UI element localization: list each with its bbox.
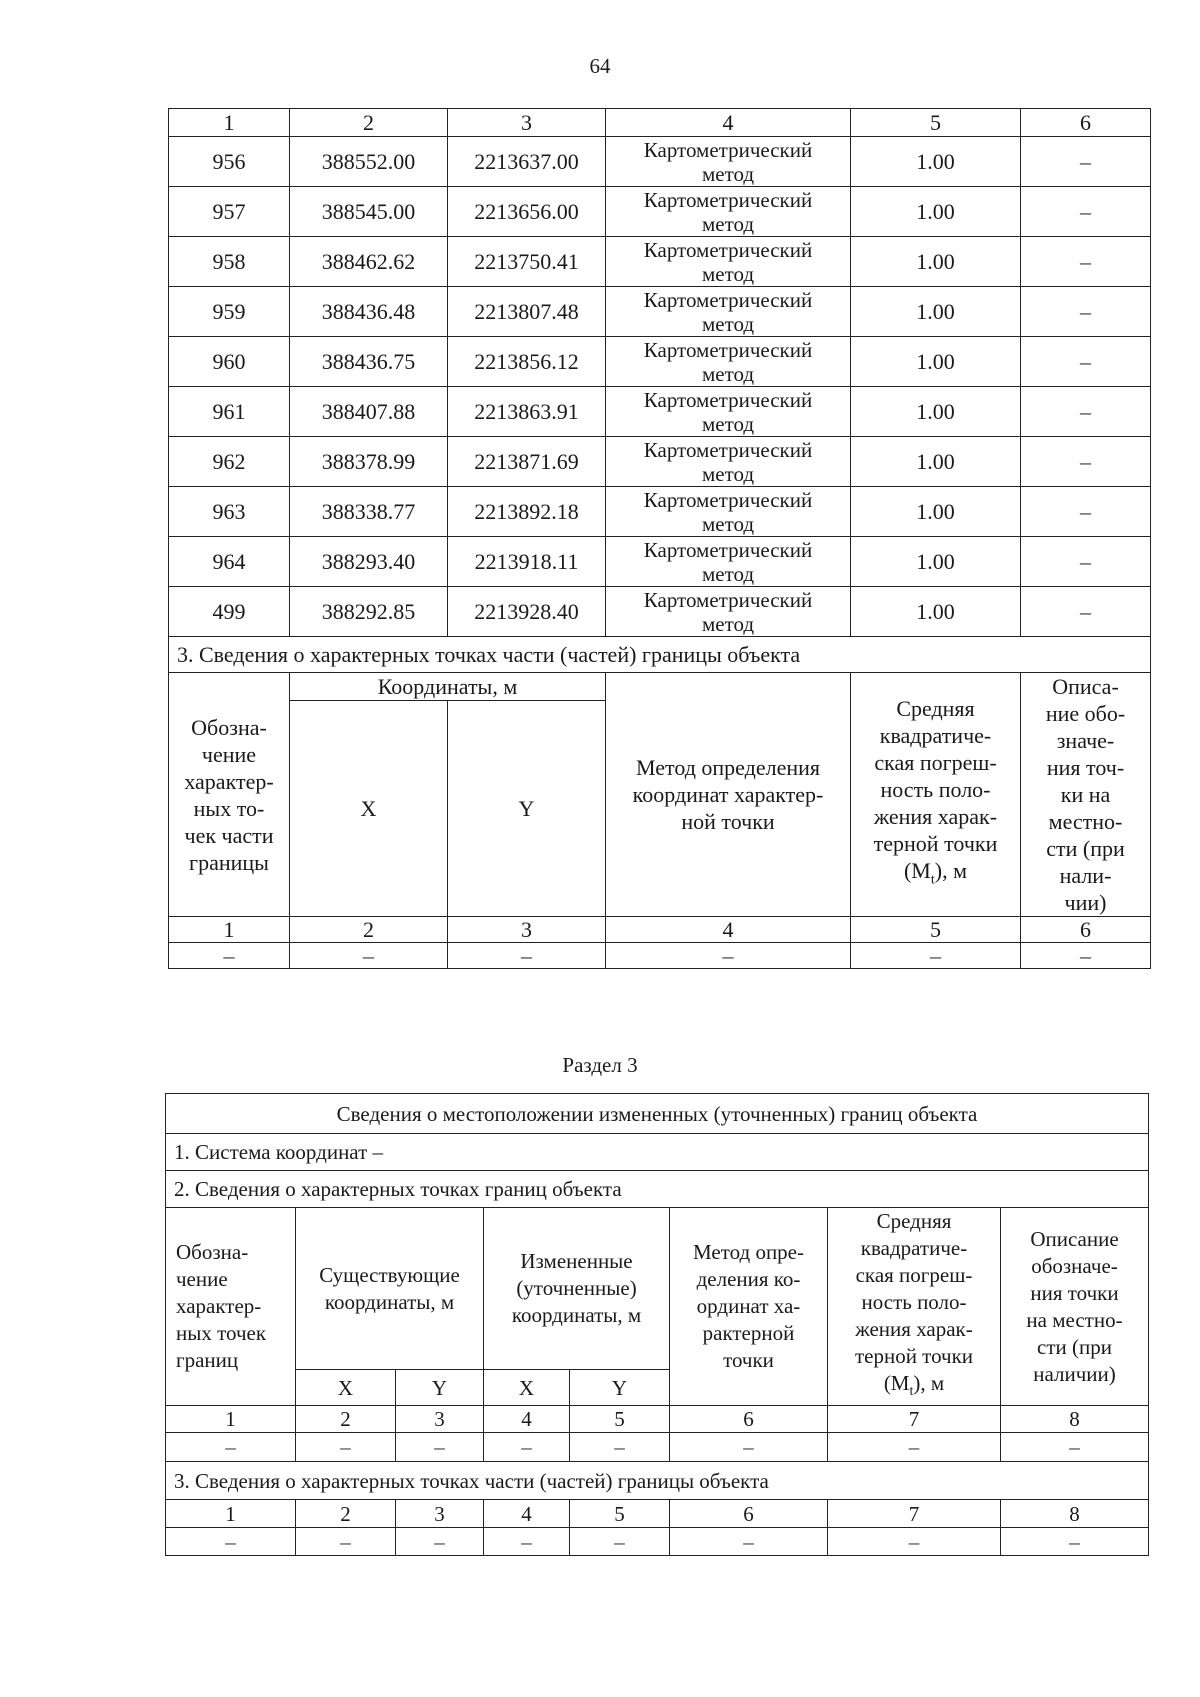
cell-line: Описание [1030, 1226, 1119, 1251]
method-header [670, 1208, 828, 1406]
column-number: 4 [484, 1406, 570, 1433]
column-number: 2 [290, 109, 448, 137]
empty-cell: – [570, 1528, 670, 1556]
table-title-row [166, 1094, 1149, 1134]
mean-square-error: 1.00 [851, 537, 1021, 587]
cell-line: местно- [1048, 809, 1123, 834]
cell-line: ская погреш- [855, 1263, 973, 1287]
column-number: 1 [169, 917, 290, 943]
cell-line: ность поло- [880, 777, 991, 803]
cell-line: сти (при [1046, 836, 1125, 861]
x-existing-header: X [296, 1370, 396, 1406]
cell-line: характер- [176, 1294, 262, 1319]
column-number: 5 [570, 1500, 670, 1528]
cell-line: ки на [1060, 782, 1111, 807]
table-row [169, 387, 1151, 437]
method-cell [606, 537, 851, 587]
x-coordinate: 388293.40 [290, 537, 448, 587]
point-id: 499 [169, 587, 290, 637]
cell-line: (уточненные) [516, 1276, 637, 1301]
empty-cell: – [166, 1433, 296, 1462]
coordinates-header: Координаты, м [290, 673, 606, 701]
column-number: 5 [851, 109, 1021, 137]
point-id: 962 [169, 437, 290, 487]
cell-line: Существующие [319, 1262, 460, 1287]
method-line: Картометрический [643, 587, 813, 612]
cell-line: Метод определения [635, 755, 821, 780]
y-coordinate: 2213637.00 [448, 137, 606, 187]
column-number: 2 [290, 917, 448, 943]
cell-line: жения харак- [855, 1317, 973, 1341]
empty-cell: – [484, 1528, 570, 1556]
cell-line: Обозна- [176, 1240, 249, 1265]
column-number: 3 [396, 1406, 484, 1433]
cell-line: жения харак- [873, 804, 998, 830]
x-coordinate: 388436.48 [290, 287, 448, 337]
table-title: Сведения о местоположении измененных (уточненных) границ объекта [166, 1094, 1149, 1134]
cell-line: ния точ- [1046, 755, 1125, 780]
method-line: метод [701, 411, 755, 436]
description-header [1021, 673, 1151, 917]
error-header [828, 1208, 1001, 1406]
y-existing-header: Y [396, 1370, 484, 1406]
method-cell [606, 487, 851, 537]
empty-cell: – [484, 1433, 570, 1462]
column-number: 5 [570, 1406, 670, 1433]
designation-header [166, 1208, 296, 1406]
error-header [851, 673, 1021, 917]
empty-cell: – [169, 943, 290, 969]
table-row [169, 437, 1151, 487]
empty-cell: – [1021, 943, 1151, 969]
column-number: 8 [1001, 1406, 1149, 1433]
cell-line: ординат ха- [696, 1294, 801, 1319]
changed-coords-header [484, 1208, 670, 1370]
points-title: 2. Сведения о характерных точках границ объекта [166, 1171, 1149, 1208]
cell-line: ных то- [193, 795, 265, 821]
x-coordinate: 388462.62 [290, 237, 448, 287]
mean-square-error: 1.00 [851, 337, 1021, 387]
column-number: 3 [396, 1500, 484, 1528]
empty-row [166, 1528, 1149, 1556]
subscript: t [909, 1384, 914, 1400]
method-line: Картометрический [643, 287, 813, 312]
designation-header [169, 673, 290, 917]
point-id: 957 [169, 187, 290, 237]
point-description: – [1021, 537, 1151, 587]
cell-line: чение [176, 1267, 228, 1292]
method-cell [606, 587, 851, 637]
empty-row [166, 1433, 1149, 1462]
cell-line: Средняя [896, 696, 975, 722]
cell-line: наличии) [1033, 1361, 1116, 1386]
empty-cell: – [1001, 1528, 1149, 1556]
x-header: X [290, 701, 448, 917]
empty-cell: – [828, 1433, 1001, 1462]
number-row [166, 1406, 1149, 1433]
empty-cell: – [670, 1528, 828, 1556]
empty-cell: – [396, 1528, 484, 1556]
point-id: 961 [169, 387, 290, 437]
y-header: Y [448, 701, 606, 917]
method-line: Картометрический [643, 387, 813, 412]
column-number: 7 [828, 1500, 1001, 1528]
column-number: 6 [1021, 109, 1151, 137]
part-section-title: 3. Сведения о характерных точках части (частей) границы объекта [166, 1462, 1149, 1500]
method-line: метод [701, 361, 755, 386]
column-number: 1 [166, 1500, 296, 1528]
y-changed-header: Y [570, 1370, 670, 1406]
method-line: метод [701, 461, 755, 486]
empty-cell: – [166, 1528, 296, 1556]
column-number: 2 [296, 1500, 396, 1528]
x-coordinate: 388378.99 [290, 437, 448, 487]
cell-line: квадратиче- [860, 1236, 968, 1260]
point-description: – [1021, 487, 1151, 537]
empty-cell: – [1001, 1433, 1149, 1462]
cell-line: Метод опре- [693, 1240, 804, 1265]
point-description: – [1021, 287, 1151, 337]
point-description: – [1021, 437, 1151, 487]
coord-system: 1. Система координат – [166, 1134, 1149, 1171]
x-coordinate: 388338.77 [290, 487, 448, 537]
cell-line: обозначе- [1031, 1253, 1118, 1278]
point-id: 956 [169, 137, 290, 187]
empty-cell: – [290, 943, 448, 969]
empty-row [169, 943, 1151, 969]
cell-line: сти (при [1037, 1334, 1112, 1359]
cell-line: ния точки [1030, 1280, 1119, 1305]
x-changed-header: X [484, 1370, 570, 1406]
method-cell [606, 337, 851, 387]
x-coordinate: 388436.75 [290, 337, 448, 387]
table-row [169, 537, 1151, 587]
cell-line: рактерной [702, 1321, 795, 1346]
column-number: 6 [670, 1406, 828, 1433]
part-header-row [169, 673, 1151, 701]
point-id: 963 [169, 487, 290, 537]
x-coordinate: 388552.00 [290, 137, 448, 187]
mean-square-error: 1.00 [851, 587, 1021, 637]
method-line: метод [701, 511, 755, 536]
empty-cell: – [670, 1433, 828, 1462]
points-title-row [166, 1171, 1149, 1208]
table-row [169, 587, 1151, 637]
cell-line: координаты, м [324, 1289, 455, 1314]
y-coordinate: 2213856.12 [448, 337, 606, 387]
point-description: – [1021, 387, 1151, 437]
point-id: 958 [169, 237, 290, 287]
empty-cell: – [828, 1528, 1001, 1556]
y-coordinate: 2213918.11 [448, 537, 606, 587]
cell-line: квадратиче- [879, 723, 992, 749]
y-coordinate: 2213892.18 [448, 487, 606, 537]
cell-line: координаты, м [511, 1303, 642, 1328]
mean-square-error: 1.00 [851, 387, 1021, 437]
cell-line: чек части [184, 822, 274, 848]
empty-cell: – [448, 943, 606, 969]
existing-coords-header [296, 1208, 484, 1370]
column-number: 3 [448, 917, 606, 943]
cell-line: чии) [1064, 890, 1107, 915]
y-coordinate: 2213807.48 [448, 287, 606, 337]
cell-line: терной точки [873, 831, 998, 857]
coord-system-row [166, 1134, 1149, 1171]
empty-cell: – [296, 1528, 396, 1556]
y-coordinate: 2213871.69 [448, 437, 606, 487]
empty-cell: – [396, 1433, 484, 1462]
method-cell [606, 237, 851, 287]
cell-line: деления ко- [696, 1267, 801, 1292]
part-section-title: 3. Сведения о характерных точках части (частей) границы объекта [169, 637, 1151, 673]
part-number-row [169, 917, 1151, 943]
cell-line: ), м [934, 858, 968, 884]
cell-line: ных точек [176, 1321, 267, 1346]
page-number: 64 [589, 54, 611, 78]
cell-line: ская погреш- [874, 750, 997, 776]
cell-line: Обозна- [191, 714, 267, 740]
part-title-row [169, 637, 1151, 673]
point-description: – [1021, 587, 1151, 637]
table-row [169, 187, 1151, 237]
description-header [1001, 1208, 1149, 1406]
point-description: – [1021, 337, 1151, 387]
cell-line: терной точки [854, 1344, 974, 1368]
column-number: 6 [670, 1500, 828, 1528]
method-line: метод [701, 561, 755, 586]
cell-line: границы [189, 849, 269, 875]
header-row [166, 1208, 1149, 1370]
point-id: 959 [169, 287, 290, 337]
column-number: 5 [851, 917, 1021, 943]
y-coordinate: 2213928.40 [448, 587, 606, 637]
method-cell [606, 387, 851, 437]
mean-square-error: 1.00 [851, 437, 1021, 487]
cell-line: чение [201, 741, 257, 767]
cell-line: границ [176, 1348, 239, 1373]
x-coordinate: 388292.85 [290, 587, 448, 637]
table-row [169, 337, 1151, 387]
column-number: 2 [296, 1406, 396, 1433]
method-cell [606, 187, 851, 237]
empty-cell: – [570, 1433, 670, 1462]
method-line: Картометрический [643, 537, 813, 562]
mean-square-error: 1.00 [851, 287, 1021, 337]
cell-line: ной точки [681, 809, 775, 834]
column-number: 8 [1001, 1500, 1149, 1528]
y-coordinate: 2213750.41 [448, 237, 606, 287]
cell-line: Средняя [876, 1209, 952, 1233]
method-line: метод [701, 211, 755, 236]
column-number: 7 [828, 1406, 1001, 1433]
method-line: Картометрический [643, 137, 813, 162]
table-row [169, 287, 1151, 337]
cell-line: ние обо- [1045, 701, 1126, 726]
method-cell [606, 137, 851, 187]
cell-line: нали- [1059, 863, 1112, 888]
point-description: – [1021, 237, 1151, 287]
x-coordinate: 388407.88 [290, 387, 448, 437]
column-number: 4 [484, 1500, 570, 1528]
point-id: 960 [169, 337, 290, 387]
method-line: метод [701, 261, 755, 286]
column-number-row [169, 109, 1151, 137]
cell-line: ность поло- [861, 1290, 967, 1314]
empty-cell: – [296, 1433, 396, 1462]
y-coordinate: 2213863.91 [448, 387, 606, 437]
cell-line: ), м [913, 1371, 945, 1395]
column-number: 6 [1021, 917, 1151, 943]
section-title: Раздел 3 [562, 1053, 638, 1077]
column-number: 1 [166, 1406, 296, 1433]
column-number: 4 [606, 917, 851, 943]
cell-line: Описа- [1052, 674, 1119, 699]
method-line: Картометрический [643, 337, 813, 362]
point-description: – [1021, 137, 1151, 187]
method-line: метод [701, 161, 755, 186]
point-id: 964 [169, 537, 290, 587]
cell-line: координат характер- [632, 782, 824, 807]
changed-boundaries-table [165, 1093, 1149, 1556]
method-line: метод [701, 611, 755, 636]
cell-line: Измененные [520, 1249, 633, 1274]
y-coordinate: 2213656.00 [448, 187, 606, 237]
method-line: Картометрический [643, 187, 813, 212]
column-number: 3 [448, 109, 606, 137]
method-line: Картометрический [643, 437, 813, 462]
table-row [169, 487, 1151, 537]
method-line: метод [701, 311, 755, 336]
mean-square-error: 1.00 [851, 237, 1021, 287]
cell-line: (M [903, 858, 931, 884]
column-number: 1 [169, 109, 290, 137]
mean-square-error: 1.00 [851, 137, 1021, 187]
cell-line: на местно- [1026, 1307, 1123, 1332]
empty-cell: – [851, 943, 1021, 969]
empty-cell: – [606, 943, 851, 969]
mean-square-error: 1.00 [851, 187, 1021, 237]
x-coordinate: 388545.00 [290, 187, 448, 237]
part-number-row [166, 1500, 1149, 1528]
cell-line: точки [723, 1348, 774, 1373]
mean-square-error: 1.00 [851, 487, 1021, 537]
method-header [606, 673, 851, 917]
part-title-row [166, 1462, 1149, 1500]
cell-line: (M [883, 1371, 910, 1395]
points-table [168, 108, 1151, 969]
method-line: Картометрический [643, 237, 813, 262]
column-number: 4 [606, 109, 851, 137]
subscript: t [930, 872, 935, 888]
cell-line: значе- [1056, 728, 1115, 753]
method-cell [606, 437, 851, 487]
point-description: – [1021, 187, 1151, 237]
method-line: Картометрический [643, 487, 813, 512]
table-row [169, 137, 1151, 187]
method-cell [606, 287, 851, 337]
cell-line: характер- [184, 768, 274, 794]
table-row [169, 237, 1151, 287]
